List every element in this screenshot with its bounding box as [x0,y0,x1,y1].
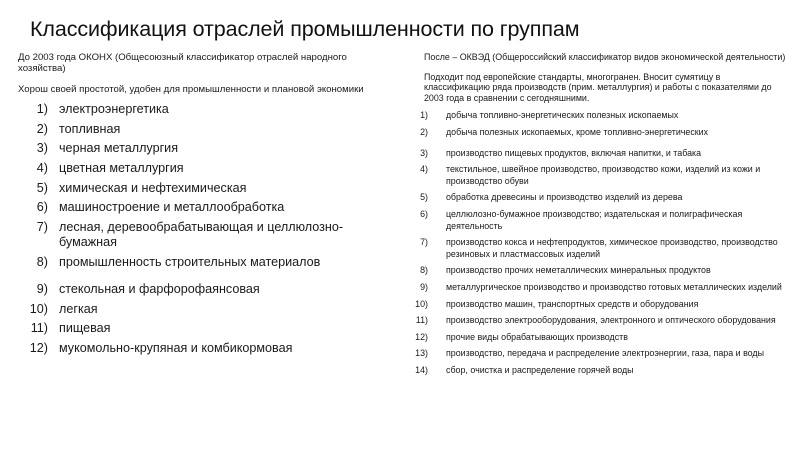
list-item-number: 8) [420,265,428,276]
list-item [398,127,794,139]
list-item-number: 2) [36,121,48,136]
list-item-label: стекольная и фарфорофаянсовая [59,282,260,297]
list-item [8,122,398,137]
list-item-number: 11) [30,321,48,336]
left-column [8,52,398,361]
list-item [398,148,794,160]
left-intro-classifier: До 2003 года ОКОНХ (Общесоюзный классификатор отраслей народного хозяйства) [18,52,347,75]
list-item-number: 3) [36,141,48,156]
left-intro-description: Хорош своей простотой, удобен для промышленности и плановой экономики [18,83,364,95]
list-item [8,102,398,117]
list-item [8,341,398,356]
list-item-label: производство прочих неметаллических минеральных продуктов [446,265,711,276]
list-item-number: 9) [36,282,48,297]
page-title: Классификация отраслей промышленности по группам [30,17,580,42]
list-item-number: 1) [420,110,428,121]
list-item-label: производство пищевых продуктов, включая напитки, и табака [446,147,702,158]
list-item-number: 7) [36,219,48,234]
list-item-number: 4) [36,161,48,175]
list-item-label: добыча полезных ископаемых, кроме топливно-энергетических [446,126,709,137]
list-item-label: пищевая [59,321,111,336]
list-item-number: 4) [420,164,428,175]
list-item-number: 13) [415,348,428,359]
list-item-label: электроэнергетика [59,102,169,117]
list-item-label: производство, передача и распределение электроэнергии, газа, пара и воды [446,348,764,359]
right-industry-list [398,110,794,376]
list-item [398,365,794,377]
list-item [8,282,398,297]
list-item [398,348,794,360]
list-item-label: производство машин, транспортных средств и оборудования [446,298,699,309]
list-item-number: 5) [420,192,428,203]
list-item [8,181,398,196]
list-item-label: металлургическое производство и производство готовых металлических изделий [446,281,782,292]
right-intro-description: Подходит под европейские стандарты, многогранен. Вносит сумятицу в классификацию ряда производств (прим. металлургия) и работы с показателями до 2003 года в сравнении с сегодняшними. [424,71,772,103]
list-item-label: мукомольно-крупяная и комбикормовая [59,340,293,355]
list-item-label: машиностроение и металлообработка [59,200,285,215]
list-item-label: производство электрооборудования, электронного и оптического оборудования [446,315,776,326]
list-item-number: 1) [36,102,48,117]
list-item [398,332,794,344]
list-item-number: 7) [420,237,428,248]
list-item-number: 14) [415,364,428,375]
list-item-number: 3) [420,147,428,158]
list-item [398,209,794,232]
list-item [8,161,398,176]
list-item [8,200,398,215]
list-item [8,302,398,317]
list-item [8,255,398,270]
list-item [398,192,794,204]
list-item [398,265,794,277]
list-item-number: 8) [36,254,48,269]
right-column [398,52,794,381]
list-item [398,110,794,122]
list-item-label: добыча топливно-энергетических полезных ископаемых [446,110,679,121]
list-item-label: обработка древесины и производство изделий из дерева [446,192,683,203]
list-item-label: целлюлозно-бумажное производство; издательская и полиграфическая деятельность [446,208,743,231]
list-item [398,315,794,327]
list-item-number: 9) [420,281,428,292]
list-item-label: лесная, деревообрабатывающая и целлюлозно-бумажная [59,219,344,250]
list-item-number: 10) [29,301,48,316]
list-item [8,141,398,156]
list-item-number: 12) [29,340,48,355]
list-item [398,237,794,260]
list-item [398,282,794,294]
list-item-label: промышленность строительных материалов [59,254,321,269]
list-item [8,321,398,336]
list-item-number: 6) [36,200,48,215]
list-item-label: производство кокса и нефтепродуктов, химическое производство, производство резиновых и пластмассовых изделий [446,237,778,259]
list-item-label: топливная [59,121,121,136]
list-item-label: цветная металлургия [59,161,184,175]
list-item-label: сбор, очистка и распределение горячей воды [446,364,634,375]
list-item-label: черная металлургия [59,141,179,156]
list-item [8,220,398,251]
list-item [398,299,794,311]
list-item-number: 10) [415,298,428,309]
list-item-label: химическая и нефтехимическая [59,180,247,195]
list-item-label: легкая [59,301,98,316]
list-item-number: 12) [415,331,428,342]
list-item-number: 6) [420,208,428,219]
list-item-number: 2) [420,126,428,137]
list-item-number: 11) [415,315,428,326]
list-item-label: текстильное, швейное производство, производство кожи, изделий из кожи и производство обуви [446,164,761,186]
list-item-number: 5) [36,180,48,195]
right-intro-classifier: После – ОКВЭД (Общероссийский классификатор видов экономической деятельности) [424,52,786,62]
left-industry-list [8,102,398,356]
list-item [398,164,794,187]
list-item-label: прочие виды обрабатывающих производств [446,331,628,342]
